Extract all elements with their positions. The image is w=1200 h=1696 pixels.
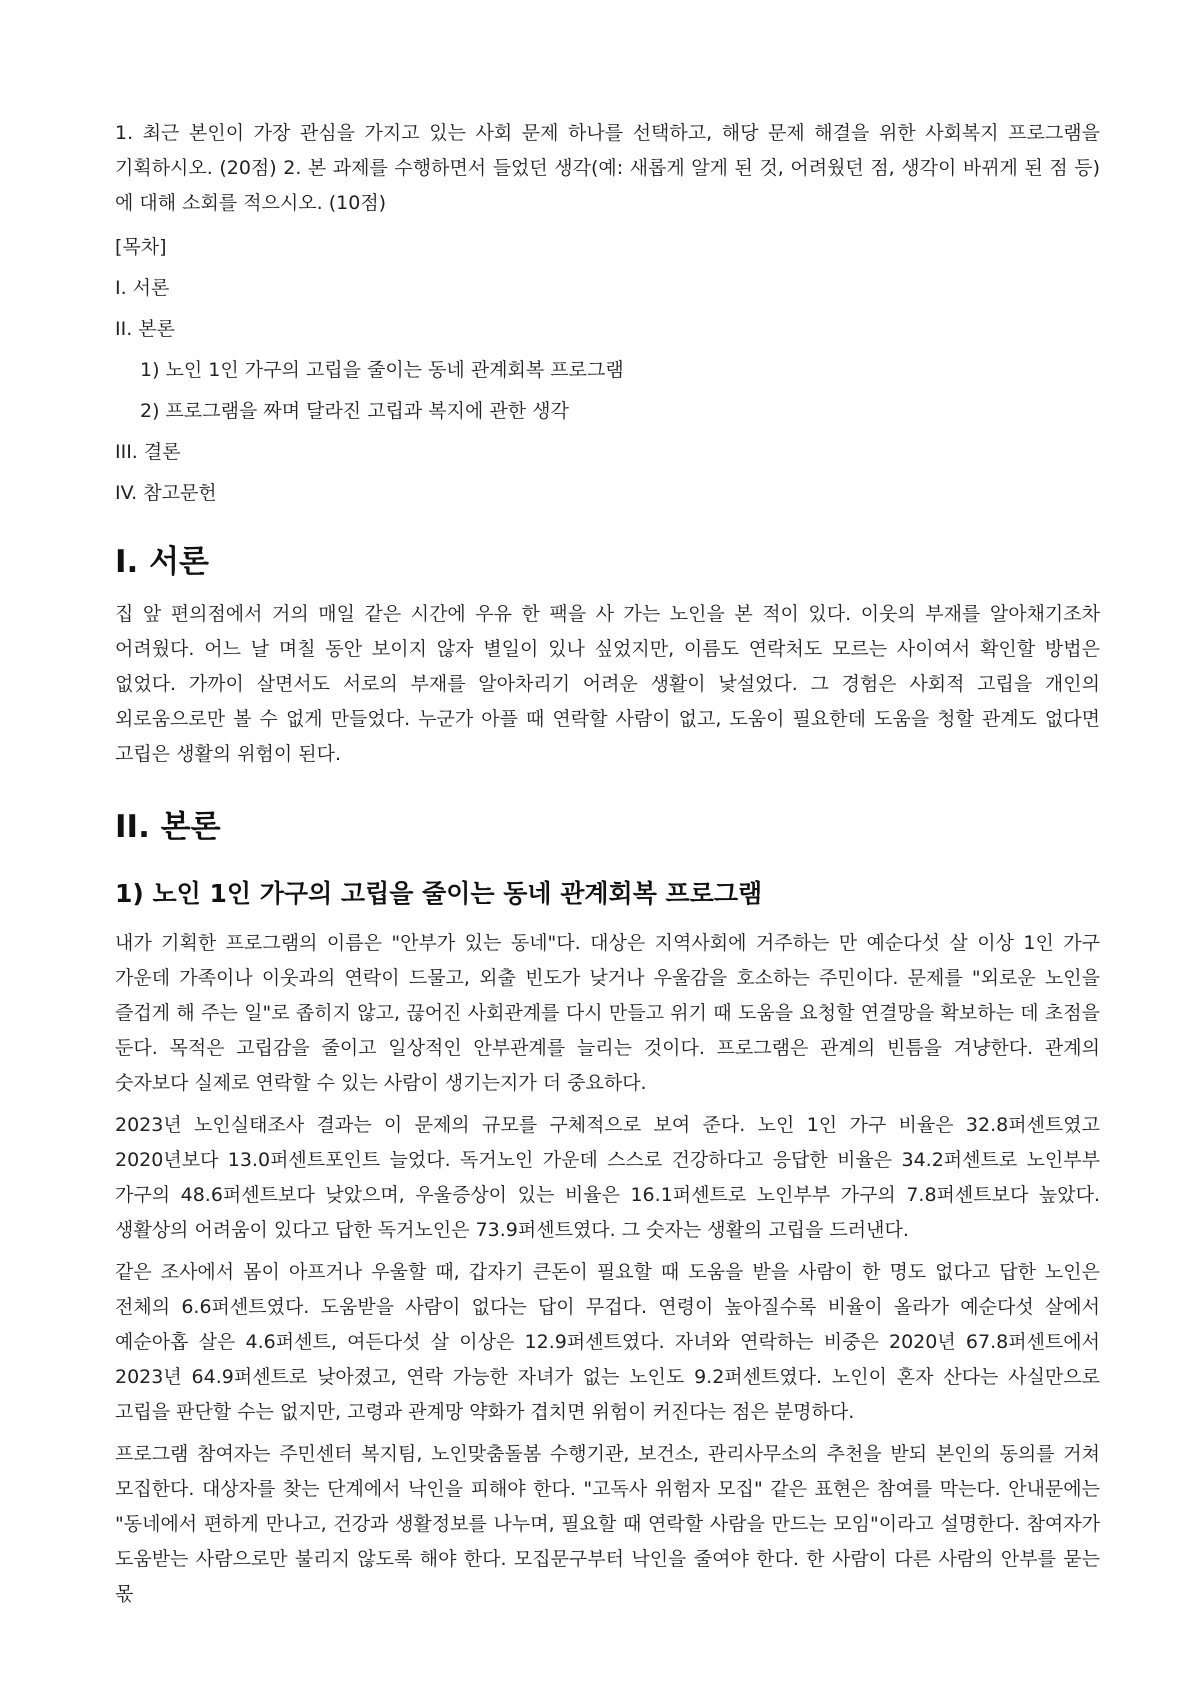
section1-heading: 1) 노인 1인 가구의 고립을 줄이는 동네 관계회복 프로그램 <box>115 879 763 908</box>
assignment-prompt: 1. 최근 본인이 가장 관심을 가지고 있는 사회 문제 하나를 선택하고, 해당 문제 해결을 위한 사회복지 프로그램을 기획하시오. (20점) 2. 본 과제를 수행하면서 들었던 생각(예: 새롭게 알게 된 것, 어려웠던 점, 생각이 바뀌게 된 점 등)에 대해 소회를 적으시오. (10점) <box>115 122 1100 214</box>
section1-paragraph: 내가 기획한 프로그램의 이름은 "안부가 있는 동네"다. 대상은 지역사회에 거주하는 만 예순다섯 살 이상 1인 가구 가운데 가족이나 이웃과의 연락이 드물고, 외출 빈도가 낮거나 우울감을 호소하는 주민이다. 문제를 "외로운 노인을 즐겁게 해 주는 일"로 좁히지 않고, 끊어진 사회관계를 다시 만들고 위기 때 도움을 요청할 연결망을 확보하는 데 초점을 둔다. 목적은 고립감을 줄이고 일상적인 안부관계를 늘리는 것이다. 프로그램은 관계의 빈틈을 겨냥한다. 관계의 숫자보다 실제로 연락할 수 있는 사람이 생기는지가 더 중요하다. <box>115 932 1100 1094</box>
toc-item-conclusion: III. 결론 <box>115 441 181 463</box>
toc-item-intro: I. 서론 <box>115 277 170 299</box>
table-of-contents <box>115 230 1100 511</box>
body-heading: II. 본론 <box>115 809 221 845</box>
section1-paragraph: 프로그램 참여자는 주민센터 복지팀, 노인맞춤돌봄 수행기관, 보건소, 관리사무소의 추천을 받되 본인의 동의를 거쳐 모집한다. 대상자를 찾는 단계에서 낙인을 피해야 한다. "고독사 위험자 모집" 같은 표현은 참여를 막는다. 안내문에는 "동네에서 편하게 만나고, 건강과 생활정보를 나누며, 필요할 때 연락할 사람을 만드는 모임"이라고 설명한다. 참여자가 도움받는 사람으로만 불리지 않도록 해야 한다. 모집문구부터 낙인을 줄여야 한다. 한 사람이 다른 사람의 안부를 묻는 몫 <box>115 1443 1100 1605</box>
section1-paragraph: 같은 조사에서 몸이 아프거나 우울할 때, 갑자기 큰돈이 필요할 때 도움을 받을 사람이 한 명도 없다고 답한 노인은 전체의 6.6퍼센트였다. 도움받을 사람이 없다는 답이 무겁다. 연령이 높아질수록 비율이 올라가 예순다섯 살에서 예순아홉 살은 4.6퍼센트, 여든다섯 살 이상은 12.9퍼센트였다. 자녀와 연락하는 비중은 2020년 67.8퍼센트에서 2023년 64.9퍼센트로 낮아졌고, 연락 가능한 자녀가 없는 노인도 9.2퍼센트였다. 노인이 혼자 산다는 사실만으로 고립을 판단할 수는 없지만, 고령과 관계망 약화가 겹치면 위험이 커진다는 점은 분명하다. <box>115 1261 1100 1423</box>
intro-heading: I. 서론 <box>115 544 209 580</box>
section1-paragraph: 2023년 노인실태조사 결과는 이 문제의 규모를 구체적으로 보여 준다. 노인 1인 가구 비율은 32.8퍼센트였고 2020년보다 13.0퍼센트포인트 늘었다. 독거노인 가운데 스스로 건강하다고 응답한 비율은 34.2퍼센트로 노인부부 가구의 48.6퍼센트보다 낮았으며, 우울증상이 있는 비율은 16.1퍼센트로 노인부부 가구의 7.8퍼센트보다 높았다. 생활상의 어려움이 있다고 답한 독거노인은 73.9퍼센트였다. 그 숫자는 생활의 고립을 드러낸다. <box>115 1114 1100 1241</box>
toc-item-body-2: 2) 프로그램을 짜며 달라진 고립과 복지에 관한 생각 <box>140 400 569 422</box>
toc-item-references: IV. 참고문헌 <box>115 482 217 504</box>
toc-item-body: II. 본론 <box>115 318 175 340</box>
intro-paragraph: 집 앞 편의점에서 거의 매일 같은 시간에 우유 한 팩을 사 가는 노인을 본 적이 있다. 이웃의 부재를 알아채기조차 어려웠다. 어느 날 며칠 동안 보이지 않자 별일이 있나 싶었지만, 이름도 연락처도 모르는 사이여서 확인할 방법은 없었다. 가까이 살면서도 서로의 부재를 알아차리기 어려운 생활이 낯설었다. 그 경험은 사회적 고립을 개인의 외로움으로만 볼 수 없게 만들었다. 누군가 아플 때 연락할 사람이 없고, 도움이 필요한데 도움을 청할 관계도 없다면 고립은 생활의 위험이 된다. <box>115 603 1100 765</box>
toc-title: [목차] <box>115 236 167 258</box>
toc-item-body-1: 1) 노인 1인 가구의 고립을 줄이는 동네 관계회복 프로그램 <box>140 359 624 381</box>
